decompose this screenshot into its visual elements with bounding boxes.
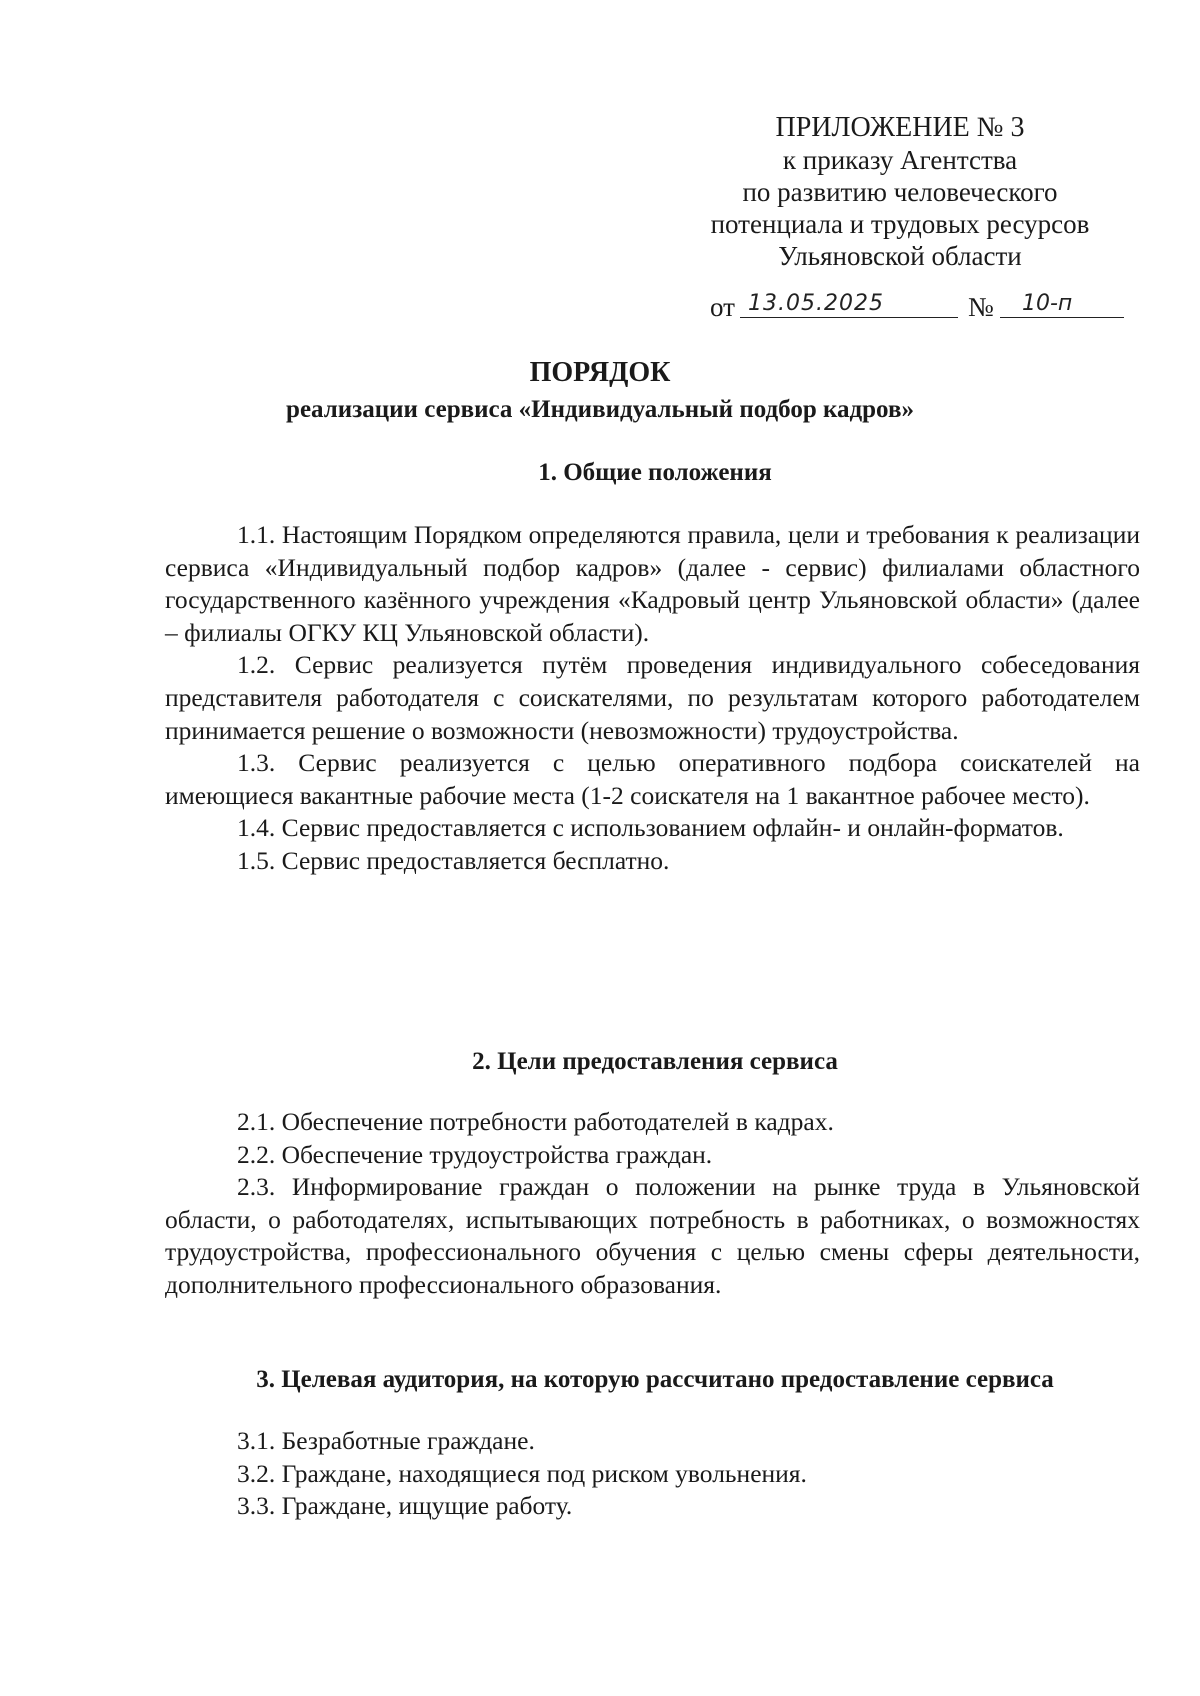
paragraph-2-1: 2.1. Обеспечение потребности работодателей в кадрах. (237, 1107, 834, 1136)
annex-header (680, 112, 1120, 272)
annex-title: ПРИЛОЖЕНИЕ № 3 (775, 112, 1025, 143)
section-3-heading: 3. Целевая аудитория, на которую рассчитано предоставление сервиса (256, 1366, 1054, 1393)
section-2-heading: 2. Цели предоставления сервиса (472, 1048, 838, 1075)
paragraph-1-2: 1.2. Сервис реализуется путём проведения индивидуального собеседования представителя работодателя с соискателями, по результатам которого работодателем принимается решение о возможности (невозможности) трудоустройства. (165, 650, 1140, 745)
document-subtitle: реализации сервиса «Индивидуальный подбор кадров» (286, 396, 914, 423)
handwritten-date: 13.05.2025 (740, 290, 958, 318)
annex-line-1: к приказу Агентства (782, 145, 1018, 175)
date-label: от (710, 292, 735, 322)
section-2-body (165, 1106, 1140, 1302)
paragraph-1-3: 1.3. Сервис реализуется с целью оперативного подбора соискателей на имеющиеся вакантные рабочие места (1-2 соискателя на 1 вакантное рабочее место). (165, 748, 1140, 810)
section-1-body (165, 519, 1140, 878)
paragraph-1-1: 1.1. Настоящим Порядком определяются правила, цели и требования к реализации сервиса «Индивидуальный подбор кадров» (далее - сервис) филиалами областного государственного казённого учреждения «Кадровый центр Ульяновской области» (далее – филиалы ОГКУ КЦ Ульяновской области). (165, 520, 1140, 647)
annex-line-3: потенциала и трудовых ресурсов (710, 209, 1090, 239)
annex-line-4: Ульяновской области (778, 241, 1022, 271)
section-1-heading: 1. Общие положения (538, 459, 772, 486)
section-3-body (165, 1425, 1140, 1523)
paragraph-2-3: 2.3. Информирование граждан о положении на рынке труда в Ульяновской области, о работодателях, испытывающих потребность в работниках, о возможностях трудоустройства, профессионального обучения с целью смены сферы деятельности, дополнительного профессионального образования. (165, 1172, 1140, 1299)
paragraph-3-3: 3.3. Граждане, ищущие работу. (237, 1491, 573, 1521)
paragraph-2-2: 2.2. Обеспечение трудоустройства граждан. (237, 1139, 713, 1169)
annex-line-2: по развитию человеческого (742, 177, 1058, 207)
paragraph-1-5: 1.5. Сервис предоставляется бесплатно. (237, 845, 670, 875)
paragraph-3-1: 3.1. Безработные граждане. (237, 1426, 535, 1455)
paragraph-3-2: 3.2. Граждане, находящиеся под риском увольнения. (237, 1458, 807, 1488)
paragraph-1-4: 1.4. Сервис предоставляется с использованием офлайн- и онлайн-форматов. (237, 813, 1064, 843)
number-label: № (968, 292, 994, 322)
handwritten-number: 10-п (1000, 290, 1124, 318)
document-title: ПОРЯДОК (529, 357, 671, 388)
order-date-number-row (710, 290, 1130, 326)
